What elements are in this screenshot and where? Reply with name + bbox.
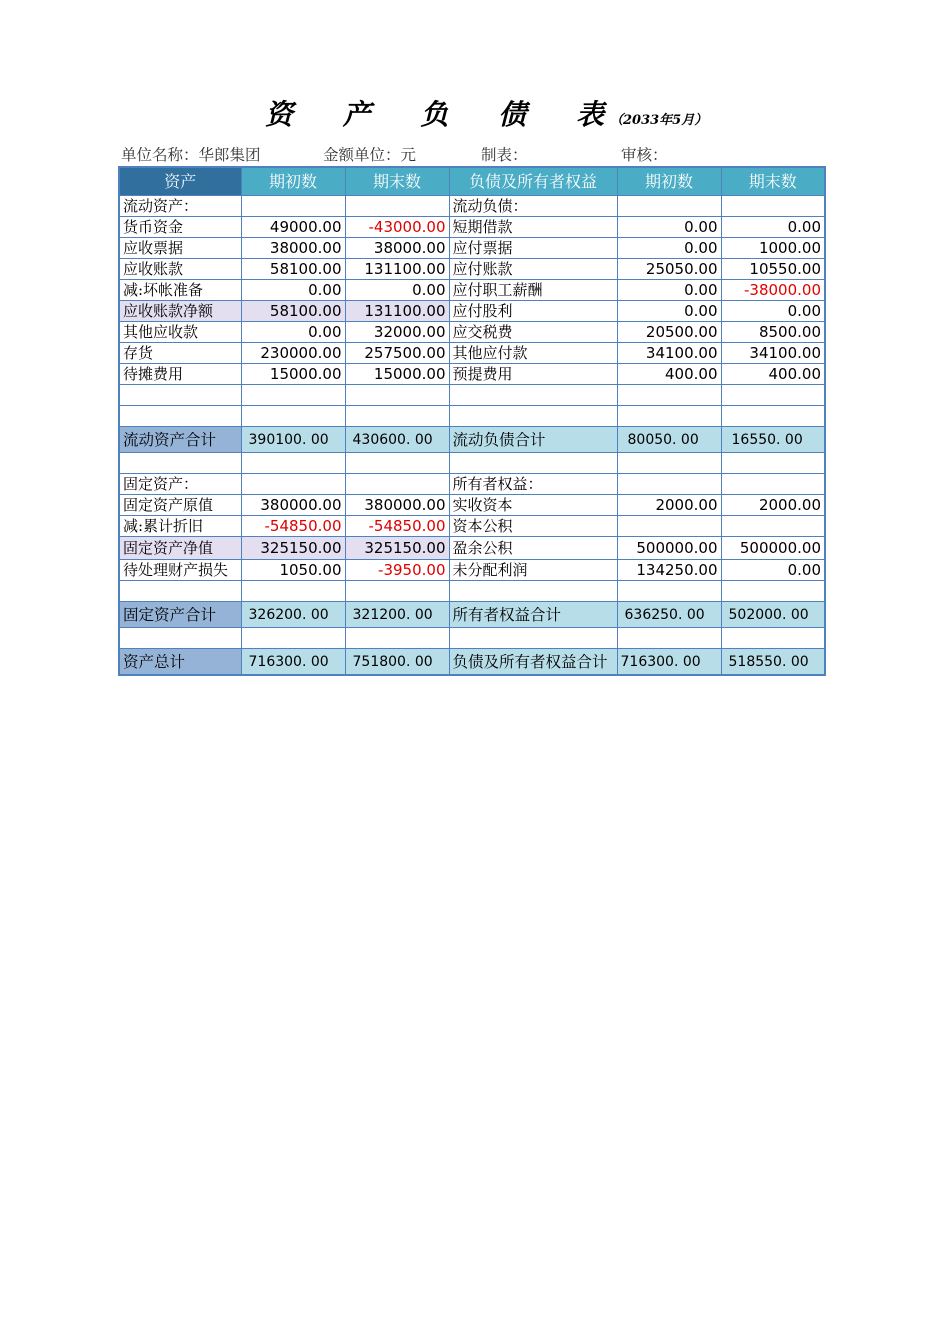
cell: 10550.00	[721, 259, 825, 280]
cell	[617, 516, 721, 537]
cell: 0.00	[345, 280, 449, 301]
total-row	[119, 602, 825, 628]
cell: 0.00	[617, 217, 721, 238]
cell: 58100.00	[241, 301, 345, 322]
cell	[241, 196, 345, 217]
table-row	[119, 364, 825, 385]
cell: 25050.00	[617, 259, 721, 280]
cell: -54850.00	[345, 516, 449, 537]
row-label: 存货	[119, 343, 241, 364]
cell	[345, 453, 449, 474]
header-closing: 期末数	[345, 167, 449, 196]
cell	[449, 581, 617, 602]
row-label: 应付职工薪酬	[449, 280, 617, 301]
report-title	[265, 93, 707, 133]
row-label: 应收票据	[119, 238, 241, 259]
cell: -54850.00	[241, 516, 345, 537]
cell	[241, 474, 345, 495]
cell: 15000.00	[241, 364, 345, 385]
section-label: 流动负债：	[449, 196, 617, 217]
cell	[345, 628, 449, 649]
cell	[617, 474, 721, 495]
cell	[119, 581, 241, 602]
table-row	[119, 301, 825, 322]
cell: 257500.00	[345, 343, 449, 364]
total-label: 所有者权益合计	[449, 602, 617, 628]
cell: 131100.00	[345, 301, 449, 322]
cell: 0.00	[721, 301, 825, 322]
title-text: 资 产 负 债 表	[265, 98, 624, 131]
total-cell: 80050. 00	[617, 427, 721, 453]
row-label: 待摊费用	[119, 364, 241, 385]
table-row	[119, 280, 825, 301]
header-assets: 资产	[119, 167, 241, 196]
cell: 134250.00	[617, 560, 721, 581]
cell: 0.00	[617, 238, 721, 259]
cell	[241, 453, 345, 474]
cell: 0.00	[617, 280, 721, 301]
table-row	[119, 343, 825, 364]
table-row	[119, 560, 825, 581]
table-row	[119, 474, 825, 495]
cell	[721, 406, 825, 427]
cell: 38000.00	[241, 238, 345, 259]
total-cell: 390100. 00	[241, 427, 345, 453]
total-cell: 518550. 00	[721, 649, 825, 676]
total-cell: 716300. 00	[617, 649, 721, 676]
cell: 38000.00	[345, 238, 449, 259]
total-cell: 716300. 00	[241, 649, 345, 676]
cell: 325150.00	[241, 537, 345, 560]
cell: 2000.00	[721, 495, 825, 516]
cell	[721, 385, 825, 406]
audited-by: 审核：	[621, 146, 668, 164]
cell: 325150.00	[345, 537, 449, 560]
cell: 58100.00	[241, 259, 345, 280]
cell: 400.00	[617, 364, 721, 385]
row-label: 应收账款	[119, 259, 241, 280]
total-label: 流动资产合计	[119, 427, 241, 453]
balance-sheet-table	[118, 166, 826, 676]
table-row	[119, 322, 825, 343]
cell	[617, 406, 721, 427]
table-row	[119, 581, 825, 602]
table-row	[119, 238, 825, 259]
table-row	[119, 516, 825, 537]
cell: 2000.00	[617, 495, 721, 516]
total-label: 流动负债合计	[449, 427, 617, 453]
row-label: 固定资产净值	[119, 537, 241, 560]
cell: 15000.00	[345, 364, 449, 385]
cell: 49000.00	[241, 217, 345, 238]
cell: 32000.00	[345, 322, 449, 343]
row-label: 资本公积	[449, 516, 617, 537]
total-cell: 326200. 00	[241, 602, 345, 628]
cell: 380000.00	[345, 495, 449, 516]
row-label: 应交税费	[449, 322, 617, 343]
total-cell: 430600. 00	[345, 427, 449, 453]
table-row	[119, 196, 825, 217]
currency-unit: 金额单位：元	[323, 146, 417, 164]
report-meta	[121, 143, 721, 165]
cell: 400.00	[721, 364, 825, 385]
total-row	[119, 427, 825, 453]
cell	[241, 406, 345, 427]
cell	[721, 581, 825, 602]
row-label: 货币资金	[119, 217, 241, 238]
total-cell: 751800. 00	[345, 649, 449, 676]
cell: 0.00	[241, 280, 345, 301]
cell: -38000.00	[721, 280, 825, 301]
cell	[449, 406, 617, 427]
total-cell: 16550. 00	[721, 427, 825, 453]
cell: 0.00	[241, 322, 345, 343]
total-label: 负债及所有者权益合计	[449, 649, 617, 676]
cell	[449, 385, 617, 406]
cell: 380000.00	[241, 495, 345, 516]
prepared-by: 制表：	[481, 146, 528, 164]
cell	[119, 628, 241, 649]
header-opening-2: 期初数	[617, 167, 721, 196]
section-label: 所有者权益：	[449, 474, 617, 495]
cell	[617, 453, 721, 474]
cell: 34100.00	[721, 343, 825, 364]
cell	[617, 196, 721, 217]
total-cell: 502000. 00	[721, 602, 825, 628]
cell: 0.00	[617, 301, 721, 322]
company-name: 单位名称：华郎集团	[121, 146, 261, 164]
cell	[449, 453, 617, 474]
row-label: 实收资本	[449, 495, 617, 516]
row-label: 盈余公积	[449, 537, 617, 560]
cell: 0.00	[721, 560, 825, 581]
table-row	[119, 259, 825, 280]
cell: 131100.00	[345, 259, 449, 280]
cell	[721, 474, 825, 495]
cell	[617, 628, 721, 649]
title-period: （2033年5月）	[610, 113, 708, 128]
table-row	[119, 453, 825, 474]
cell	[345, 474, 449, 495]
row-label: 减:坏帐准备	[119, 280, 241, 301]
cell	[241, 581, 345, 602]
header-opening: 期初数	[241, 167, 345, 196]
row-label: 应付账款	[449, 259, 617, 280]
row-label: 应付股利	[449, 301, 617, 322]
cell: 8500.00	[721, 322, 825, 343]
total-label: 资产总计	[119, 649, 241, 676]
table-row	[119, 385, 825, 406]
cell: 230000.00	[241, 343, 345, 364]
cell: 0.00	[721, 217, 825, 238]
cell	[119, 406, 241, 427]
cell: 20500.00	[617, 322, 721, 343]
row-label: 待处理财产损失	[119, 560, 241, 581]
section-label: 固定资产：	[119, 474, 241, 495]
row-label: 固定资产原值	[119, 495, 241, 516]
total-label: 固定资产合计	[119, 602, 241, 628]
cell	[721, 453, 825, 474]
row-label: 应付票据	[449, 238, 617, 259]
table-row	[119, 406, 825, 427]
table-row	[119, 628, 825, 649]
header-liabilities: 负债及所有者权益	[449, 167, 617, 196]
row-label: 短期借款	[449, 217, 617, 238]
row-label: 其他应付款	[449, 343, 617, 364]
row-label: 减:累计折旧	[119, 516, 241, 537]
cell	[241, 628, 345, 649]
cell	[617, 385, 721, 406]
section-label: 流动资产：	[119, 196, 241, 217]
grand-total-row	[119, 649, 825, 676]
cell: 1050.00	[241, 560, 345, 581]
cell: 500000.00	[617, 537, 721, 560]
cell: -3950.00	[345, 560, 449, 581]
cell	[617, 581, 721, 602]
table-row	[119, 537, 825, 560]
total-cell: 321200. 00	[345, 602, 449, 628]
cell: 34100.00	[617, 343, 721, 364]
row-label: 预提费用	[449, 364, 617, 385]
row-label: 未分配利润	[449, 560, 617, 581]
header-row	[119, 167, 825, 196]
cell	[345, 581, 449, 602]
cell: -43000.00	[345, 217, 449, 238]
total-cell: 636250. 00	[617, 602, 721, 628]
row-label: 应收账款净额	[119, 301, 241, 322]
cell	[345, 196, 449, 217]
cell: 1000.00	[721, 238, 825, 259]
row-label: 其他应收款	[119, 322, 241, 343]
table-row	[119, 217, 825, 238]
cell	[345, 385, 449, 406]
cell	[241, 385, 345, 406]
cell: 500000.00	[721, 537, 825, 560]
cell	[119, 385, 241, 406]
cell	[721, 196, 825, 217]
header-closing-2: 期末数	[721, 167, 825, 196]
table-row	[119, 495, 825, 516]
cell	[721, 516, 825, 537]
cell	[119, 453, 241, 474]
cell	[449, 628, 617, 649]
cell	[345, 406, 449, 427]
cell	[721, 628, 825, 649]
